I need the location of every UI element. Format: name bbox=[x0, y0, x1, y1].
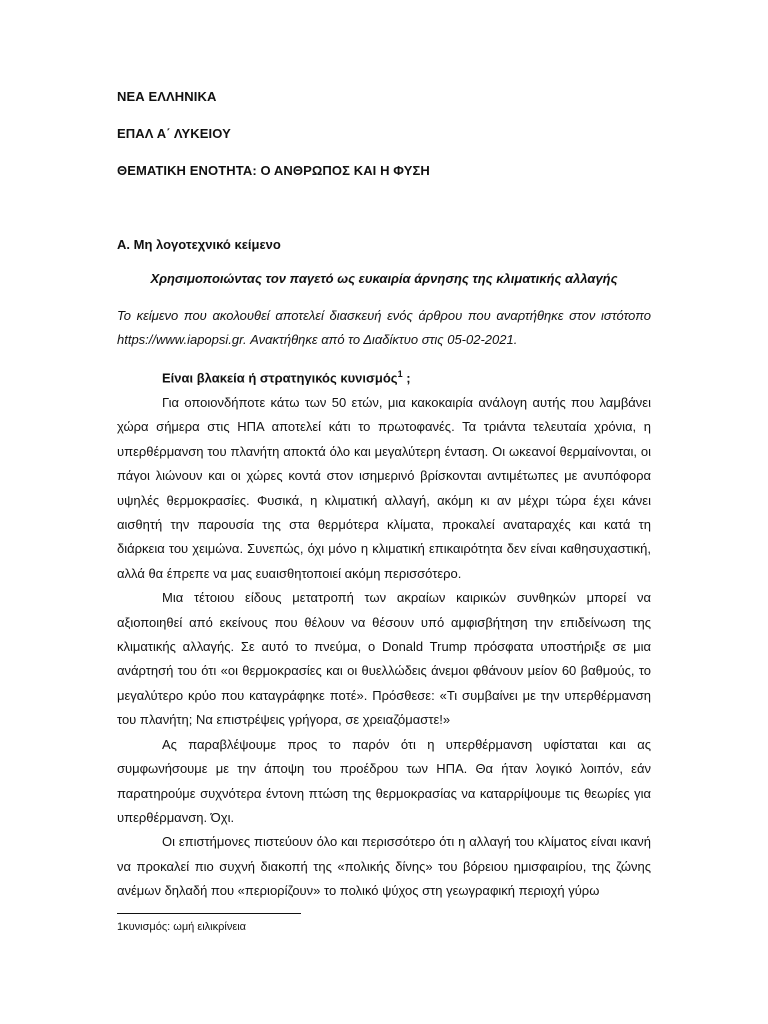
intro-note: Το κείμενο που ακολουθεί αποτελεί διασκευή ενός άρθρου που αναρτήθηκε στον ιστότοπο https://www.iapopsi.gr. Ανακτήθηκε από το Διαδίκτυο στις 05-02-2021. bbox=[117, 308, 651, 347]
article-body bbox=[117, 391, 651, 904]
section-title: Α. Μη λογοτεχνικό κείμενο bbox=[117, 237, 281, 252]
paragraph: Οι επιστήμονες πιστεύουν όλο και περισσότερο ότι η αλλαγή του κλίματος είναι ικανή να προκαλεί πιο συχνή διακοπή της «πολικής δίνης» του βόρειου ημισφαιρίου, της ζώνης ανέμων δηλαδή που «περιορίζουν» το πολικό ψύχος στη γεωγραφική περιοχή γύρω bbox=[117, 834, 651, 899]
question-suffix: ; bbox=[402, 370, 411, 386]
unit-heading: ΘΕΜΑΤΙΚΗ ΕΝΟΤΗΤΑ: Ο ΑΝΘΡΩΠΟΣ ΚΑΙ Η ΦΥΣΗ bbox=[117, 163, 430, 178]
article-title: Χρησιμοποιώντας τον παγετό ως ευκαιρία άρνησης της κλιματικής αλλαγής bbox=[150, 271, 618, 286]
paragraph: Για οποιονδήποτε κάτω των 50 ετών, μια κακοκαιρία ανάλογη αυτής που λαμβάνει χώρα σήμερα στις ΗΠΑ αποτελεί κάτι το πρωτοφανές. Τα τριάντα τελευταία χρόνια, η υπερθέρμανση του πλανήτη αποκτά όλο και μεγαλύτερη ένταση. Οι ωκεανοί θερμαίνονται, οι πάγοι λιώνουν και οι χώρες κοντά στον ισημερινό βρίσκονται αντιμέτωπες με ανυπόφορα υψηλές θερμοκρασίες. Φυσικά, η κλιματική αλλαγή, ακόμη κι αν μέχρι τώρα έχει κάνει αισθητή την παρουσία της στα θερμότερα κλίματα, προκαλεί αναταραχές και κατά τη διάρκεια του χειμώνα. Συνεπώς, όχι μόνο η κλιματική επικαιρότητα δεν είναι καθησυχαστική, αλλά θα έπρεπε να μας ευαισθητοποιεί ακόμη περισσότερο. bbox=[117, 395, 651, 581]
paragraph: Μια τέτοιου είδους μετατροπή των ακραίων καιρικών συνθηκών μπορεί να αξιοποιηθεί από εκείνους που θέλουν να θέσουν υπό αμφισβήτηση την επιδείνωση της κλιματικής αλλαγής. Σε αυτό το πνεύμα, ο Donald Trump πρόσφατα υποστήριξε σε μια ανάρτησή του ότι «οι θερμοκρασίες και οι θυελλώδεις άνεμοι φθάνουν μείον 60 βαθμούς, το μεγαλύτερο κρύο που καταγράφηκε ποτέ». Πρόσθεσε: «Τι συμβαίνει με την υπερθέρμανση του πλανήτη; Να επιστρέψεις γρήγορα, σε χρειαζόμαστε!» bbox=[117, 590, 651, 728]
question-text: Είναι βλακεία ή στρατηγικός κυνισμός bbox=[162, 370, 398, 386]
subject-heading: ΝΕΑ ΕΛΛΗΝΙΚΑ bbox=[117, 89, 217, 104]
footnote-ref: 1 bbox=[397, 369, 403, 379]
question-heading bbox=[162, 369, 411, 385]
footnote: 1κυνισμός: ωμή ειλικρίνεια bbox=[117, 921, 247, 933]
class-heading: ΕΠΑΛ Α΄ ΛΥΚΕΙΟΥ bbox=[117, 126, 231, 141]
footnote-separator bbox=[117, 913, 301, 914]
paragraph: Ας παραβλέψουμε προς το παρόν ότι η υπερθέρμανση υφίσταται και ας συμφωνήσουμε με την άποψη του προέδρου των ΗΠΑ. Θα ήταν λογικό λοιπόν, εάν παρατηρούμε συχνότερα έντονη πτώση της θερμοκρασίας να καταρρίψουμε τις θεωρίες για υπερθέρμανση. Όχι. bbox=[117, 736, 651, 825]
